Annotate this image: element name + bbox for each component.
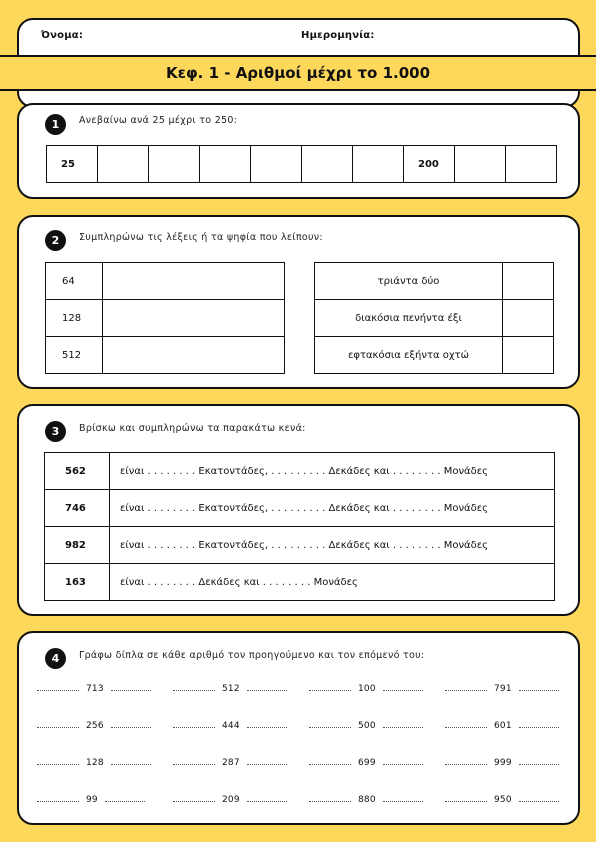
next-number-blank[interactable]: [383, 727, 423, 728]
next-number-blank[interactable]: [383, 764, 423, 765]
exercise-1-card: [17, 103, 580, 199]
exercise-number: 2: [45, 230, 66, 251]
neighbor-item: [37, 795, 145, 805]
given-number: 950: [494, 795, 512, 805]
neighbor-item: [173, 721, 287, 731]
next-number-blank[interactable]: [519, 764, 559, 765]
given-number: 512: [222, 684, 240, 694]
given-words: εφτακόσια εξήντα οχτώ: [315, 337, 503, 374]
exercise-number: 4: [45, 648, 66, 669]
sequence-cell[interactable]: [251, 146, 302, 183]
next-number-blank[interactable]: [383, 801, 423, 802]
exercise-number: 3: [45, 421, 66, 442]
exercise-instruction: Ανεβαίνω ανά 25 μέχρι το 250:: [79, 115, 238, 126]
exercise-instruction: Γράφω δίπλα σε κάθε αριθμό τον προηγούμενο και τον επόμενό του:: [79, 650, 425, 661]
given-number: 999: [494, 758, 512, 768]
name-label: Όνομα:: [41, 30, 84, 41]
previous-number-blank[interactable]: [173, 690, 215, 691]
numbers-to-words-table: [45, 262, 285, 374]
given-number: 287: [222, 758, 240, 768]
next-number-blank[interactable]: [247, 690, 287, 691]
given-number: 128: [86, 758, 104, 768]
given-number: 601: [494, 721, 512, 731]
next-number-blank[interactable]: [111, 727, 151, 728]
sequence-cell[interactable]: [506, 146, 557, 183]
neighbor-item: [445, 684, 559, 694]
answer-cell[interactable]: [103, 263, 285, 300]
given-number: 128: [46, 300, 103, 337]
previous-number-blank[interactable]: [37, 690, 79, 691]
previous-number-blank[interactable]: [445, 764, 487, 765]
given-number: 512: [46, 337, 103, 374]
given-number: 444: [222, 721, 240, 731]
neighbor-item: [445, 758, 559, 768]
title-banner: [0, 55, 596, 91]
neighbor-item: [309, 721, 423, 731]
given-number: 699: [358, 758, 376, 768]
next-number-blank[interactable]: [105, 801, 145, 802]
neighbor-item: [37, 721, 151, 731]
given-number: 163: [45, 564, 110, 601]
previous-number-blank[interactable]: [37, 764, 79, 765]
sequence-cell: 25: [47, 146, 98, 183]
previous-number-blank[interactable]: [37, 801, 79, 802]
given-number: 746: [45, 490, 110, 527]
answer-cell[interactable]: [503, 337, 554, 374]
neighbor-item: [309, 684, 423, 694]
previous-number-blank[interactable]: [445, 801, 487, 802]
given-number: 99: [86, 795, 98, 805]
neighbor-item: [309, 795, 423, 805]
sequence-cell[interactable]: [353, 146, 404, 183]
neighbor-item: [37, 684, 151, 694]
previous-number-blank[interactable]: [309, 690, 351, 691]
given-number: 500: [358, 721, 376, 731]
neighbor-item: [173, 684, 287, 694]
sequence-cell: 200: [404, 146, 455, 183]
given-number: 713: [86, 684, 104, 694]
next-number-blank[interactable]: [247, 764, 287, 765]
sequence-cell[interactable]: [302, 146, 353, 183]
neighbor-item: [445, 721, 559, 731]
next-number-blank[interactable]: [247, 727, 287, 728]
exercise-3-card: [17, 404, 580, 616]
page-title: Κεφ. 1 - Αριθμοί μέχρι το 1.000: [165, 64, 431, 82]
next-number-blank[interactable]: [247, 801, 287, 802]
answer-cell[interactable]: [103, 300, 285, 337]
answer-cell[interactable]: [503, 300, 554, 337]
next-number-blank[interactable]: [383, 690, 423, 691]
exercise-4-card: [17, 631, 580, 825]
neighbor-item: [173, 758, 287, 768]
previous-number-blank[interactable]: [173, 727, 215, 728]
place-value-sentence[interactable]: είναι . . . . . . . . Εκατοντάδες, . . . . . . . . . Δεκάδες και . . . . . . . . Μονάδες: [110, 490, 555, 527]
given-words: διακόσια πενήντα έξι: [315, 300, 503, 337]
given-words: τριάντα δύο: [315, 263, 503, 300]
place-value-sentence[interactable]: είναι . . . . . . . . Εκατοντάδες, . . . . . . . . . Δεκάδες και . . . . . . . . Μονάδες: [110, 527, 555, 564]
place-value-sentence[interactable]: είναι . . . . . . . . Δεκάδες και . . . . . . . . Μονάδες: [110, 564, 555, 601]
previous-number-blank[interactable]: [173, 764, 215, 765]
given-number: 791: [494, 684, 512, 694]
given-number: 256: [86, 721, 104, 731]
next-number-blank[interactable]: [519, 801, 559, 802]
place-value-table: [44, 452, 555, 601]
date-label: Ημερομηνία:: [301, 30, 375, 41]
previous-number-blank[interactable]: [37, 727, 79, 728]
previous-number-blank[interactable]: [309, 801, 351, 802]
sequence-cell[interactable]: [455, 146, 506, 183]
neighbor-item: [445, 795, 559, 805]
given-number: 209: [222, 795, 240, 805]
exercise-instruction: Συμπληρώνω τις λέξεις ή τα ψηφία που λείπουν:: [79, 232, 323, 243]
sequence-cell[interactable]: [149, 146, 200, 183]
previous-number-blank[interactable]: [445, 727, 487, 728]
given-number: 982: [45, 527, 110, 564]
given-number: 880: [358, 795, 376, 805]
place-value-sentence[interactable]: είναι . . . . . . . . Εκατοντάδες, . . . . . . . . . Δεκάδες και . . . . . . . . Μονάδες: [110, 453, 555, 490]
given-number: 64: [46, 263, 103, 300]
previous-number-blank[interactable]: [445, 690, 487, 691]
sequence-cell[interactable]: [98, 146, 149, 183]
words-to-numbers-table: [314, 262, 554, 374]
previous-number-blank[interactable]: [309, 727, 351, 728]
count-by-25-table: [46, 145, 557, 183]
given-number: 100: [358, 684, 376, 694]
next-number-blank[interactable]: [111, 764, 151, 765]
previous-number-blank[interactable]: [309, 764, 351, 765]
previous-number-blank[interactable]: [173, 801, 215, 802]
answer-cell[interactable]: [503, 263, 554, 300]
answer-cell[interactable]: [103, 337, 285, 374]
next-number-blank[interactable]: [519, 727, 559, 728]
exercise-instruction: Βρίσκω και συμπληρώνω τα παρακάτω κενά:: [79, 423, 306, 434]
next-number-blank[interactable]: [111, 690, 151, 691]
exercise-number: 1: [45, 114, 66, 135]
given-number: 562: [45, 453, 110, 490]
neighbor-item: [173, 795, 287, 805]
neighbor-item: [37, 758, 151, 768]
sequence-cell[interactable]: [200, 146, 251, 183]
neighbor-item: [309, 758, 423, 768]
next-number-blank[interactable]: [519, 690, 559, 691]
exercise-2-card: [17, 215, 580, 389]
